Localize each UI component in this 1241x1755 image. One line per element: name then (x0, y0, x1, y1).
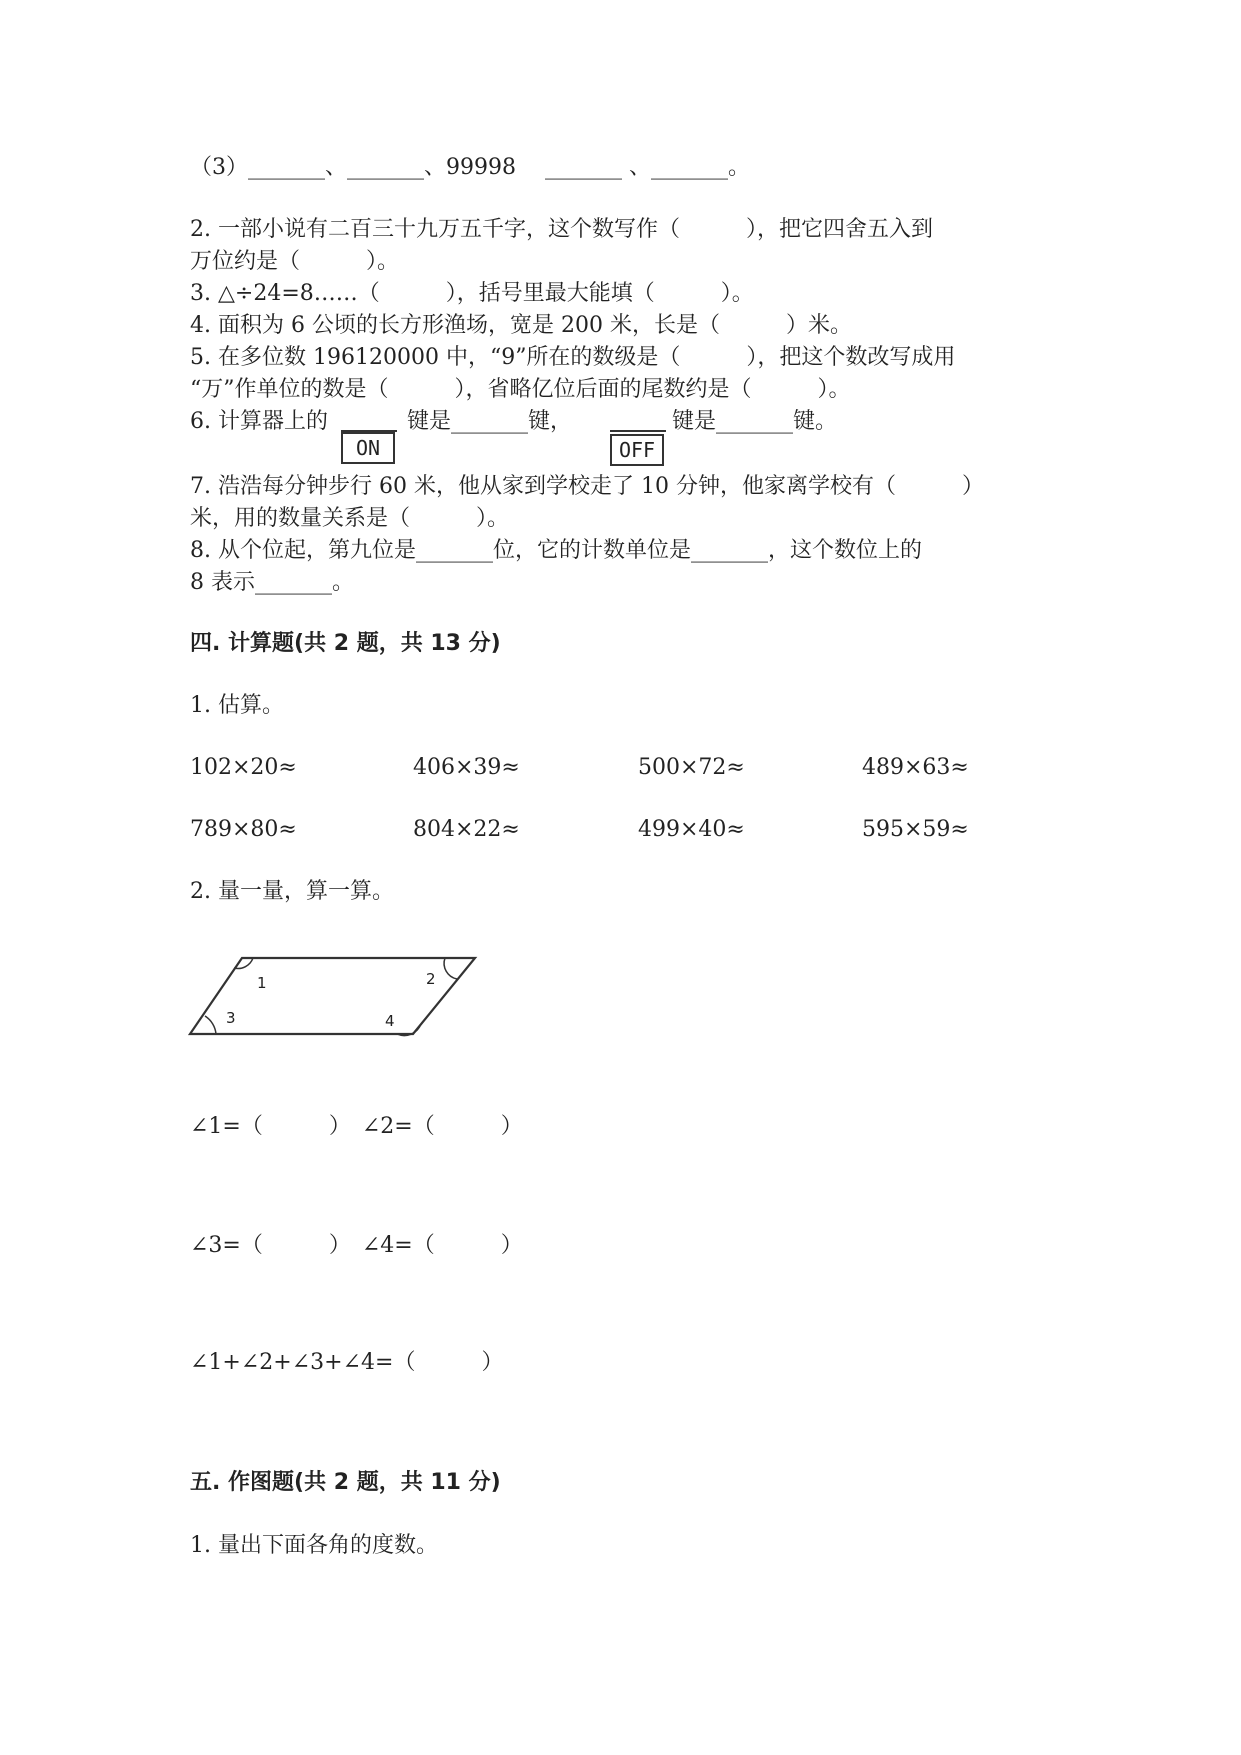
parallelogram-figure (185, 950, 485, 1040)
angle-label-1: 1 (257, 974, 267, 992)
angle-label-2: 2 (426, 970, 436, 988)
section4-q1: 1. 估算。 (190, 693, 284, 718)
q6-part-c: 键是_______键。 (672, 409, 838, 434)
angles-sum: ∠1+∠2+∠3+∠4=（ ） (190, 1350, 504, 1375)
q3-line: 3. △÷24=8……（ ），括号里最大能填（ ）。 (190, 281, 754, 306)
angles-3-4: ∠3=（ ） ∠4=（ ） (190, 1233, 523, 1258)
calculator-off-key: OFF (610, 434, 664, 466)
angle-label-4: 4 (385, 1012, 395, 1030)
estimate-2-1: 789×80≈ (190, 817, 297, 842)
section5-q1: 1. 量出下面各角的度数。 (190, 1533, 438, 1558)
q7-line1: 7. 浩浩每分钟步行 60 米，他从家到学校走了 10 分钟，他家离学校有（ ） (190, 474, 984, 499)
q2-line2: 万位约是（ ）。 (190, 249, 400, 274)
estimate-2-2: 804×22≈ (413, 817, 520, 842)
q5-line2: “万”作单位的数是（ ），省略亿位后面的尾数约是（ ）。 (190, 377, 851, 402)
q3-sequence: （3）_______、_______、99998 _______ 、_______。 (190, 155, 750, 180)
q5-line1: 5. 在多位数 196120000 中，“9”所在的数级是（ ），把这个数改写成用 (190, 345, 956, 370)
section4-title: 四. 计算题(共 2 题，共 13 分) (190, 631, 501, 656)
estimate-1-2: 406×39≈ (413, 755, 520, 780)
section4-q2: 2. 量一量，算一算。 (190, 879, 394, 904)
q6-part-b: 键是_______键， (407, 409, 573, 434)
q6-part-a: 6. 计算器上的 (190, 409, 328, 434)
estimate-2-3: 499×40≈ (638, 817, 745, 842)
angle-label-3: 3 (226, 1009, 236, 1027)
angles-1-2: ∠1=（ ） ∠2=（ ） (190, 1114, 523, 1139)
section5-title: 五. 作图题(共 2 题，共 11 分) (190, 1470, 501, 1495)
estimate-1-4: 489×63≈ (862, 755, 969, 780)
estimate-2-4: 595×59≈ (862, 817, 969, 842)
key-off-top-line (610, 430, 666, 432)
q4-line: 4. 面积为 6 公顷的长方形渔场，宽是 200 米，长是（ ）米。 (190, 313, 852, 338)
q8-line2: 8 表示_______。 (190, 570, 354, 595)
estimate-1-1: 102×20≈ (190, 755, 297, 780)
q7-line2: 米，用的数量关系是（ ）。 (190, 506, 510, 531)
q2-line1: 2. 一部小说有二百三十九万五千字，这个数写作（ ），把它四舍五入到 (190, 217, 933, 242)
estimate-1-3: 500×72≈ (638, 755, 745, 780)
q8-line1: 8. 从个位起，第九位是_______位，它的计数单位是_______，这个数位上的 (190, 538, 922, 563)
calculator-on-key: ON (341, 432, 395, 464)
